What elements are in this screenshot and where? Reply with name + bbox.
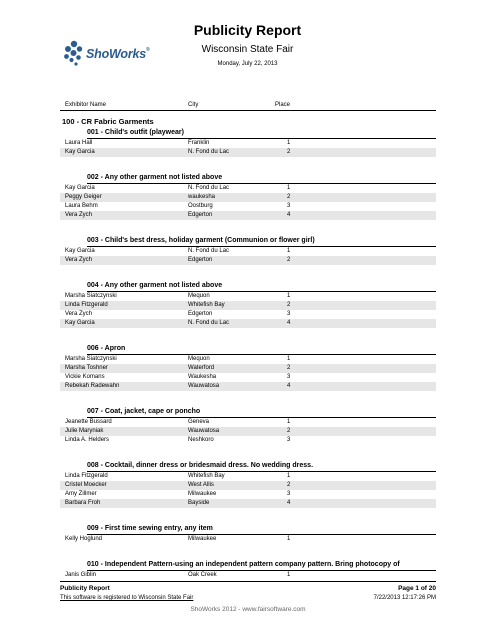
table-row (60, 373, 436, 382)
report-subtitle: Wisconsin State Fair (201, 44, 294, 55)
table-row (60, 211, 436, 220)
exhibitor-name: Peggy Geiger (65, 194, 102, 200)
exhibitor-city: Geneva (188, 419, 210, 425)
report-footer (60, 581, 436, 623)
table-row (60, 382, 436, 391)
exhibitor-place: 2 (287, 149, 291, 155)
report-date: Monday, July 22, 2013 (217, 61, 278, 67)
exhibitor-city: Whitefish Bay (188, 302, 225, 308)
exhibitor-place: 1 (287, 419, 291, 425)
exhibitor-name: Linda A. Helders (65, 437, 110, 443)
exhibitor-city: Wauwatosa (188, 383, 220, 389)
class-heading: 002 - Any other garment not listed above (87, 172, 436, 184)
class-section (60, 508, 436, 544)
table-row (60, 364, 436, 373)
class-section (60, 544, 436, 576)
table-row (60, 490, 436, 499)
class-section (60, 328, 436, 391)
table-row (60, 472, 436, 481)
exhibitor-place: 4 (287, 320, 291, 326)
class-section (60, 127, 436, 157)
exhibitor-name: Marsha Siatczynski (65, 293, 117, 299)
exhibitor-city: Bayside (188, 500, 210, 506)
exhibitor-city: Milwaukee (188, 536, 217, 542)
class-heading: 001 - Child's outfit (playwear) (87, 127, 436, 139)
table-row (60, 184, 436, 193)
table-row (60, 427, 436, 436)
class-heading: 008 - Cocktail, dinner dress or bridesmaid dress. No wedding dress. (87, 460, 436, 472)
section-spacer (60, 220, 436, 235)
exhibitor-city: Edgerton (188, 311, 213, 317)
exhibitor-place: 1 (287, 248, 291, 254)
table-row (60, 247, 436, 256)
exhibitor-place: 4 (287, 212, 291, 218)
exhibitor-name: Kay Garcia (65, 248, 95, 254)
exhibitor-name: Kay Garcia (65, 320, 95, 326)
department-heading: 100 - CR Fabric Garments (62, 117, 154, 126)
section-spacer (60, 508, 436, 523)
table-row (60, 418, 436, 427)
exhibitor-name: Vickie Komans (65, 374, 105, 380)
exhibitor-place: 3 (287, 437, 291, 443)
exhibitor-place: 3 (287, 491, 291, 497)
exhibitor-city: Waterford (188, 365, 215, 371)
exhibitor-place: 3 (287, 311, 291, 317)
exhibitor-place: 3 (287, 203, 291, 209)
exhibitor-city: Wauwatosa (188, 428, 220, 434)
report-header (0, 0, 495, 100)
exhibitor-name: Janis Giblin (65, 572, 97, 576)
exhibitor-city: Whitefish Bay (188, 473, 225, 479)
class-section (60, 265, 436, 328)
footer-timestamp: 7/22/2013 12:17:26 PM (373, 595, 436, 601)
section-spacer (60, 157, 436, 172)
exhibitor-name: Barbara Froh (65, 500, 101, 506)
exhibitor-city: Mequon (188, 356, 210, 362)
exhibitor-place: 1 (287, 140, 291, 146)
column-header-city: City (188, 102, 199, 108)
exhibitor-name: Kay Garcia (65, 185, 95, 191)
table-row (60, 301, 436, 310)
table-row (60, 256, 436, 265)
exhibitor-city: N. Fond du Lac (188, 320, 230, 326)
footer-report-name: Publicity Report (60, 585, 110, 592)
footer-brand: ShoWorks 2012 - www.fairsoftware.com (190, 606, 306, 613)
section-spacer (60, 265, 436, 280)
exhibitor-name: Marsha Siatczynski (65, 356, 117, 362)
exhibitor-city: Mequon (188, 293, 210, 299)
exhibitor-place: 4 (287, 500, 291, 506)
exhibitor-name: Vera Zych (65, 311, 93, 317)
exhibitor-place: 1 (287, 473, 291, 479)
exhibitor-name: Amy Zillmer (65, 491, 97, 497)
section-spacer (60, 445, 436, 460)
exhibitor-city: Neshkoro (188, 437, 214, 443)
exhibitor-name: Laura Behm (65, 203, 98, 209)
table-row (60, 202, 436, 211)
exhibitor-place: 2 (287, 194, 291, 200)
exhibitor-name: Kay Garcia (65, 149, 95, 155)
exhibitor-name: Vera Zych (65, 212, 93, 218)
exhibitor-city: N. Fond du Lac (188, 248, 230, 254)
exhibitor-place: 1 (287, 185, 291, 191)
exhibitor-city: Oostburg (188, 203, 213, 209)
class-heading: 010 - Independent Pattern-using an independent pattern company pattern. Bring photocopy of (87, 559, 436, 571)
class-section (60, 391, 436, 445)
table-row (60, 436, 436, 445)
exhibitor-name: Kelly Hoglund (65, 536, 103, 542)
exhibitor-place: 4 (287, 383, 291, 389)
class-section (60, 445, 436, 508)
exhibitor-place: 2 (287, 482, 291, 488)
exhibitor-name: Julie Maryniak (65, 428, 104, 434)
exhibitor-place: 1 (287, 536, 291, 542)
section-spacer (60, 328, 436, 343)
exhibitor-place: 1 (287, 293, 291, 299)
table-row (60, 499, 436, 508)
exhibitor-place: 2 (287, 428, 291, 434)
exhibitor-name: Linda Fitzgerald (65, 473, 108, 479)
class-heading: 004 - Any other garment not listed above (87, 280, 436, 292)
table-row (60, 292, 436, 301)
class-heading: 007 - Coat, jacket, cape or poncho (87, 406, 436, 418)
exhibitor-name: Linda Fitzgerald (65, 302, 108, 308)
table-row (60, 355, 436, 364)
exhibitor-city: Edgerton (188, 212, 213, 218)
column-header-place: Place (275, 102, 291, 108)
exhibitor-place: 3 (287, 374, 291, 380)
table-row (60, 571, 436, 576)
section-spacer (60, 391, 436, 406)
exhibitor-place: 2 (287, 302, 291, 308)
exhibitor-city: Milwaukee (188, 491, 217, 497)
exhibitor-name: Laura Hall (65, 140, 93, 146)
exhibitor-city: Oak Creek (188, 572, 217, 576)
class-heading: 009 - First time sewing entry, any item (87, 523, 436, 535)
column-header-exhibitor-name: Exhibitor Name (65, 102, 107, 108)
table-row (60, 481, 436, 490)
class-heading: 003 - Child's best dress, holiday garment (Communion or flower girl) (87, 235, 436, 247)
exhibitor-place: 2 (287, 365, 291, 371)
table-row (60, 193, 436, 202)
exhibitor-name: Cristel Moecker (65, 482, 107, 488)
exhibitor-city: Edgerton (188, 257, 213, 263)
exhibitor-name: Rebekah Radewahn (65, 383, 120, 389)
column-header-row (60, 101, 436, 111)
exhibitor-city: N. Fond du Lac (188, 185, 230, 191)
table-row (60, 535, 436, 544)
table-row (60, 139, 436, 148)
class-heading: 006 - Apron (87, 343, 436, 355)
exhibitor-place: 1 (287, 572, 291, 576)
class-section (60, 220, 436, 265)
class-section (60, 157, 436, 220)
report-body (60, 113, 436, 576)
exhibitor-city: N. Fond du Lac (188, 149, 230, 155)
table-row (60, 310, 436, 319)
exhibitor-place: 1 (287, 356, 291, 362)
exhibitor-city: West Allis (188, 482, 214, 488)
exhibitor-name: Jeanette Bussard (65, 419, 112, 425)
footer-registration-link[interactable]: This software is registered to Wisconsin State Fair (60, 595, 194, 601)
exhibitor-city: Franklin (188, 140, 210, 146)
exhibitor-city: waukesha (188, 194, 216, 200)
exhibitor-name: Vera Zych (65, 257, 93, 263)
logo-wordmark: ShoWorks® (86, 47, 150, 61)
exhibitor-city: Waukesha (188, 374, 217, 380)
section-spacer (60, 544, 436, 559)
report-title: Publicity Report (193, 22, 302, 38)
table-row (60, 319, 436, 328)
table-row (60, 148, 436, 157)
exhibitor-place: 2 (287, 257, 291, 263)
footer-page-number: Page 1 of 20 (398, 585, 436, 592)
exhibitor-name: Marsha Toshner (65, 365, 108, 371)
